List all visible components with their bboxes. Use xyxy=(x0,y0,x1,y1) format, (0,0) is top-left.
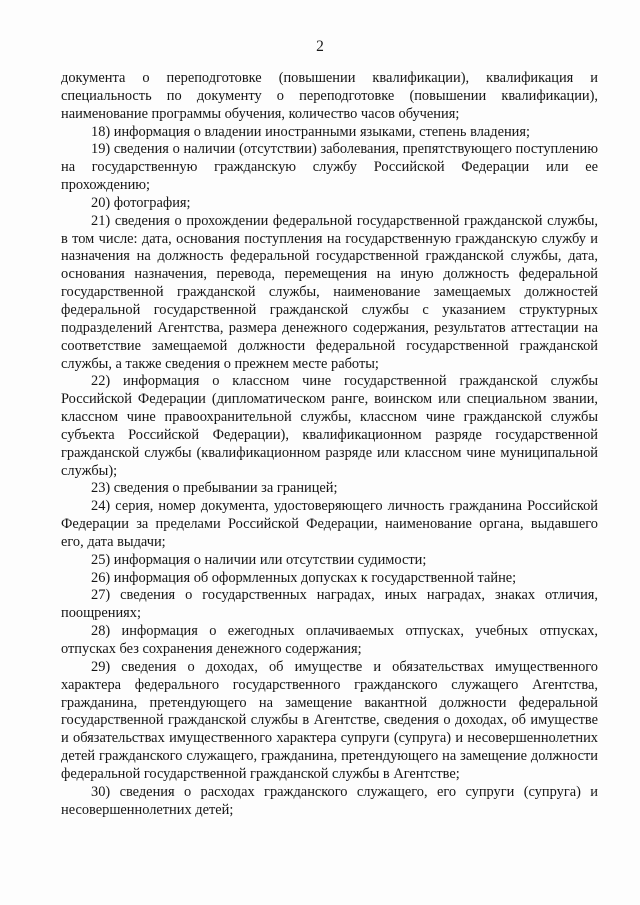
paragraph-item-28: 28) информация о ежегодных оплачиваемых отпусках, учебных отпусках, отпусках без сохранения денежного содержания; xyxy=(61,623,598,657)
paragraph-item-29: 29) сведения о доходах, об имуществе и обязательствах имущественного характера федерального государственного гражданского служащего Агентства, гражданина, претендующего на замещение вакантной должности федеральной государственной гражданской службы в Агентстве, сведения о доходах, об имуществе и обязательствах имущественного характера супруги (супруга) и несовершеннолетних детей гражданского служащего, гражданина, претендующего на замещение должности федеральной государственной гражданской службы в Агентстве; xyxy=(61,658,598,782)
document-body xyxy=(61,70,598,819)
paragraph-item-25: 25) информация о наличии или отсутствии судимости; xyxy=(91,551,427,568)
paragraph-item-27: 27) сведения о государственных наградах, иных наградах, знаках отличия, поощрениях; xyxy=(61,587,598,622)
paragraph-continuation: документа о переподготовке (повышении квалификации), квалификация и специальность по документу о переподготовке (повышении квалификации), наименование программы обучения, количество часов обучения; xyxy=(61,70,598,122)
paragraph-item-24: 24) серия, номер документа, удостоверяющего личность гражданина Российской Федерации за пределами Российской Федерации, наименование органа, выдавшего его, дата выдачи; xyxy=(61,498,598,550)
paragraph-item-18: 18) информация о владении иностранными языками, степень владения; xyxy=(91,123,530,140)
paragraph-item-19: 19) сведения о наличии (отсутствии) заболевания, препятствующего поступлению на государственную гражданскую службу Российской Федерации или ее прохождению; xyxy=(61,141,598,194)
page-number: 2 xyxy=(316,38,324,55)
paragraph-item-21: 21) сведения о прохождении федеральной государственной гражданской службы, в том числе: дата, основания поступления на государственную гражданскую службу и назначения на должность федеральной государственной гражданской службы, дата, основания назначения, перевода, перемещения на иную должность федеральной государственной гражданской службы, наименование замещаемых должностей федеральной государственной гражданской службы с указанием структурных подразделений Агентства, размера денежного содержания, результатов аттестации на соответствие замещаемой должности федеральной государственной гражданской службы, а также сведения о прежнем месте работы; xyxy=(61,212,598,372)
paragraph-item-23: 23) сведения о пребывании за границей; xyxy=(91,480,338,497)
paragraph-item-20: 20) фотография; xyxy=(91,194,191,211)
paragraph-item-22: 22) информация о классном чине государственной гражданской службы Российской Федерации (дипломатическом ранге, воинском или специальном звании, классном чине правоохранительной службы, классном чине гражданской службы субъекта Российской Федерации), квалификационном разряде государственной гражданской службы (квалификационном разряде или классном чине муниципальной службы); xyxy=(61,373,598,479)
paragraph-item-26: 26) информация об оформленных допусках к государственной тайне; xyxy=(91,569,517,586)
paragraph-item-30: 30) сведения о расходах гражданского служащего, его супруги (супруга) и несовершеннолетних детей; xyxy=(61,783,598,818)
